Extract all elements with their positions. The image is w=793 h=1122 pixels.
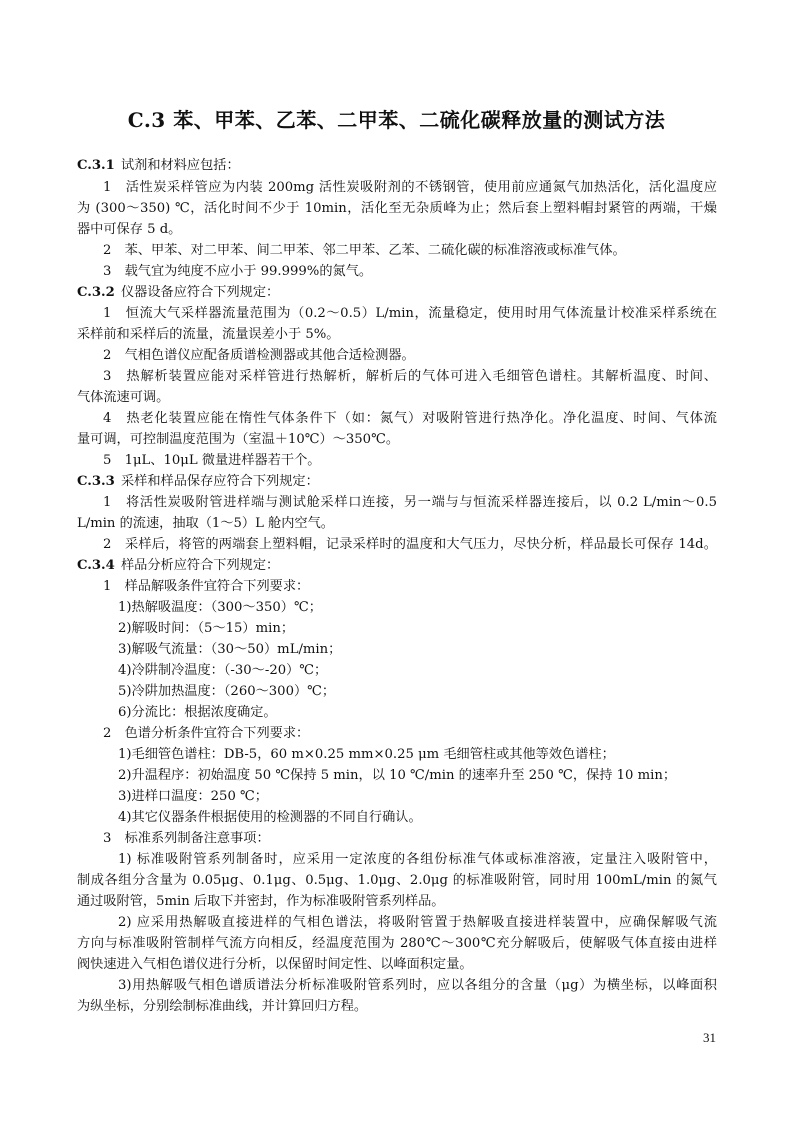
- sub-item-line: 1)毛细管色谱柱：DB-5，60 m×0.25 mm×0.25 μm 毛细管柱或其他等效色谱柱；: [118, 747, 615, 762]
- item-line: 采样前和采样后的流量，流量误差小于 5%。: [77, 327, 340, 342]
- sub-item-line: 1)热解吸温度：（300～350）℃；: [118, 600, 322, 615]
- clause-heading-c32: C.3.2: [77, 285, 115, 300]
- sub-item-line: 2) 应采用热解吸直接进样的气相色谱法，将吸附管置于热解吸直接进样装置中，应确保解吸气流: [118, 915, 717, 930]
- item-line: 为纵坐标，分别绘制标准曲线，并计算回归方程。: [77, 999, 368, 1014]
- item-line: 气体流速可调。: [77, 390, 170, 405]
- clause-title-c33: 采样和样品保存应符合下列规定：: [121, 474, 319, 489]
- item-line: L/min 的流速，抽取（1～5）L 舱内空气。: [77, 516, 334, 531]
- sub-item-line: 6)分流比：根据浓度确定。: [118, 705, 277, 720]
- item-line: 为 (300～350) ℃，活化时间不少于 10min，活化至无杂质峰为止；然后套上塑料帽封紧管的两端，干燥: [77, 201, 717, 216]
- clause-title-c32: 仪器设备应符合下列规定：: [121, 285, 280, 300]
- sub-item-line: 4)其它仪器条件根据使用的检测器的不同自行确认。: [118, 810, 422, 825]
- sub-item-line: 5)冷阱加热温度：（260～300）℃；: [118, 684, 336, 699]
- item-line: 量可调，可控制温度范围为（室温＋10℃）～350℃。: [77, 432, 400, 447]
- section-title: C.3 苯、甲苯、乙苯、二甲苯、二硫化碳释放量的测试方法: [127, 108, 666, 132]
- item-line: 2 苯、甲苯、对二甲苯、间二甲苯、邻二甲苯、乙苯、二硫化碳的标准溶液或标准气体。: [103, 243, 626, 258]
- sub-item-line: 3)解吸气流量：（30～50）mL/min；: [118, 642, 342, 657]
- item-line: 2 采样后，将管的两端套上塑料帽，记录采样时的温度和大气压力，尽快分析，样品最长可保存 14d。: [103, 537, 717, 552]
- item-line: 阀快速进入气相色谱仪进行分析，以保留时间定性、以峰面积定量。: [77, 957, 473, 972]
- item-line: 1 样品解吸条件宜符合下列要求：: [103, 579, 310, 594]
- clause-title-c34: 样品分析应符合下列规定：: [121, 558, 280, 573]
- item-line: 1 活性炭采样管应为内装 200mg 活性炭吸附剂的不锈钢管，使用前应通氮气加热活化，活化温度应: [103, 180, 717, 195]
- item-line: 3 标准系列制备注意事项：: [103, 831, 270, 846]
- clause-heading-c31: C.3.1: [77, 158, 115, 173]
- sub-item-line: 1) 标准吸附管系列制备时，应采用一定浓度的各组份标准气体或标准溶液，定量注入吸附管中，: [118, 852, 717, 867]
- sub-item-line: 2)解吸时间：（5～15）min；: [118, 621, 295, 636]
- item-line: 1 恒流大气采样器流量范围为（0.2～0.5）L/min，流量稳定，使用时用气体流量计校准采样系统在: [103, 306, 717, 321]
- clause-heading-c34: C.3.4: [77, 558, 115, 573]
- sub-item-line: 3)进样口温度：250 ℃；: [118, 789, 268, 804]
- clause-title-c31: 试剂和材料应包括：: [121, 158, 240, 173]
- item-line: 通过吸附管，5min 后取下并密封，作为标准吸附管系列样品。: [77, 894, 445, 909]
- item-line: 1 将活性炭吸附管进样端与测试舱采样口连接，另一端与与恒流采样器连接后，以 0.2 L/min～0.5: [103, 495, 717, 510]
- item-line: 3 载气宜为纯度不应小于 99.999%的氮气。: [103, 264, 373, 279]
- item-line: 2 色谱分析条件宜符合下列要求：: [103, 726, 310, 741]
- item-line: 4 热老化装置应能在惰性气体条件下（如：氮气）对吸附管进行热净化。净化温度、时间、气体流: [103, 411, 717, 426]
- sub-item-line: 2)升温程序：初始温度 50 ℃保持 5 min，以 10 ℃/min 的速率升至 250 ℃，保持 10 min；: [118, 768, 677, 783]
- clause-heading-c33: C.3.3: [77, 474, 115, 489]
- item-line: 2 气相色谱仪应配备质谱检测器或其他合适检测器。: [103, 348, 415, 363]
- sub-item-line: 4)冷阱制冷温度：（-30～-20）℃；: [118, 663, 328, 678]
- item-line: 制成各组分含量为 0.05μg、0.1μg、0.5μg、1.0μg、2.0μg 的标准吸附管，同时用 100mL/min 的氮气: [77, 873, 717, 888]
- item-line: 5 1μL、10μL 微量进样器若干个。: [103, 453, 321, 468]
- item-line: 3 热解析装置应能对采样管进行热解析，解析后的气体可进入毛细管色谱柱。其解析温度、时间、: [103, 369, 717, 384]
- page-number: 31: [703, 1030, 716, 1045]
- item-line: 方向与标准吸附管制样气流方向相反，经温度范围为 280℃～300℃充分解吸后，使解吸气体直接由进样: [77, 936, 717, 951]
- item-line: 器中可保存 5 d。: [77, 222, 182, 237]
- sub-item-line: 3)用热解吸气相色谱质谱法分析标准吸附管系列时，应以各组分的含量（μg）为横坐标，以峰面积: [118, 978, 717, 993]
